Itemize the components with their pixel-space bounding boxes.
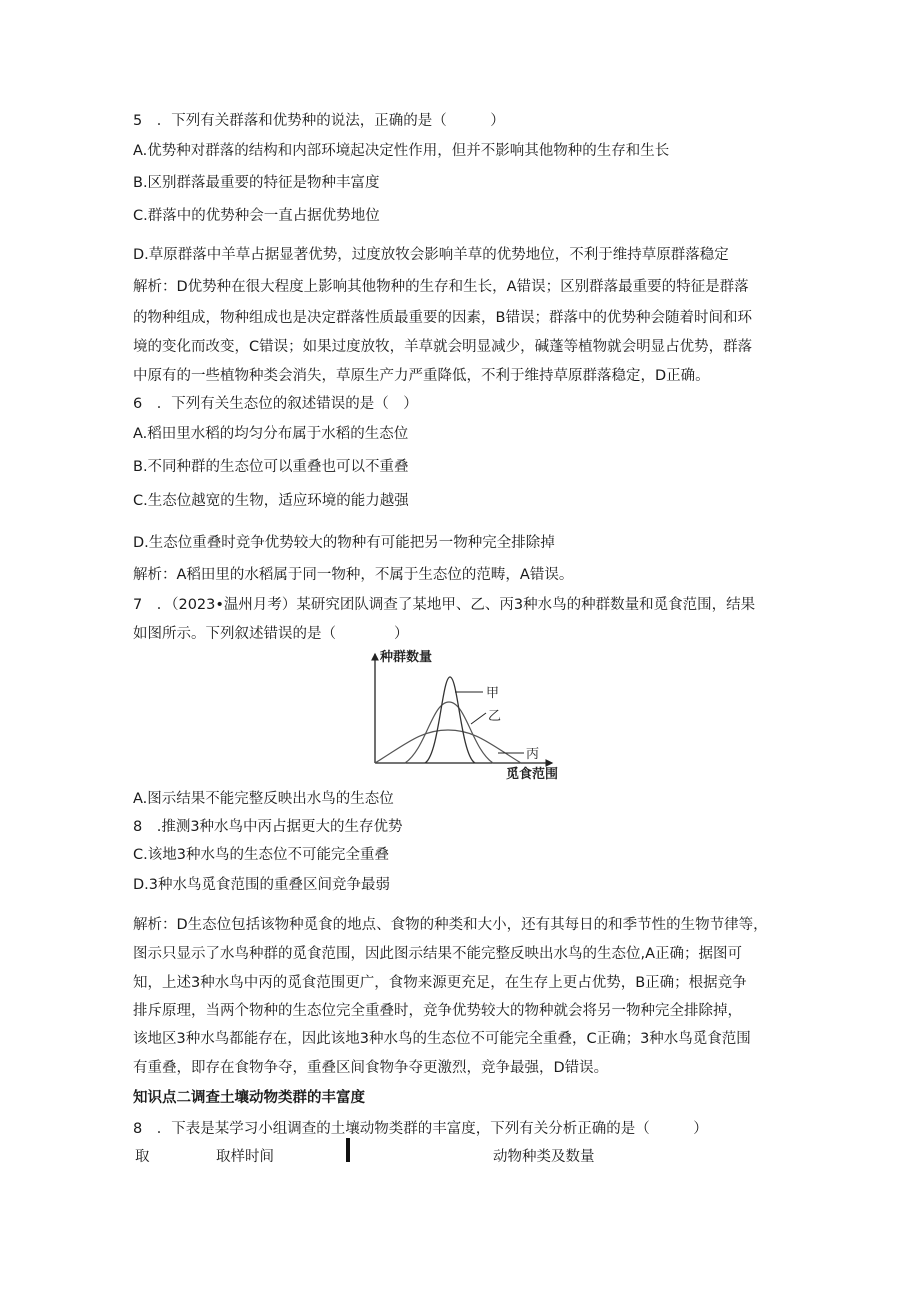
table-column-divider bbox=[346, 1138, 350, 1162]
y-axis-label: 种群数量 bbox=[380, 650, 433, 665]
q7-analysis-line-2: 图示只显示了水鸟种群的觅食范围，因此图示结果不能完整反映出水鸟的生态位,A正确；据图可 bbox=[133, 946, 743, 962]
niche-figure bbox=[366, 646, 562, 782]
q5-stem: 5 ．下列有关群落和优势种的说法，正确的是（ ） bbox=[133, 113, 505, 129]
q8-stem: 8 ．下表是某学习小组调查的土壤动物类群的丰富度，下列有关分析正确的是（ ） bbox=[133, 1121, 708, 1137]
q7-stem-line-2: 如图所示。下列叙述错误的是（ ） bbox=[133, 626, 409, 642]
q5-option-a: A.优势种对群落的结构和内部环境起决定性作用，但并不影响其他物种的生存和生长 bbox=[133, 143, 670, 159]
table-header-cell-1: 取 bbox=[135, 1149, 150, 1165]
q6-option-d: D.生态位重叠时竞争优势较大的物种有可能把另一物种完全排除掉 bbox=[133, 535, 555, 551]
q5-option-d: D.草原群落中羊草占据显著优势，过度放牧会影响羊草的优势地位，不利于维持草原群落稳定 bbox=[133, 247, 729, 263]
q5-option-b: B.区别群落最重要的特征是物种丰富度 bbox=[133, 175, 380, 191]
q7-analysis-line-6: 有重叠，即存在食物争夺，重叠区间食物争夺更激烈，竞争最强，D错误。 bbox=[133, 1060, 609, 1076]
niche-chart bbox=[366, 646, 562, 782]
label-bing: 丙 bbox=[526, 747, 540, 762]
q6-option-c: C.生态位越宽的生物，适应环境的能力越强 bbox=[133, 493, 409, 509]
q7-option-c: C.该地3种水鸟的生态位不可能完全重叠 bbox=[133, 847, 389, 863]
q5-option-c: C.群落中的优势种会一直占据优势地位 bbox=[133, 208, 380, 224]
label-yi: 乙 bbox=[488, 709, 502, 724]
q7-option-d: D.3种水鸟觅食范围的重叠区间竞争最弱 bbox=[133, 877, 390, 893]
q6-stem: 6 ．下列有关生态位的叙述错误的是（ ） bbox=[133, 396, 418, 412]
table-header-cell-2: 取样时间 bbox=[216, 1149, 274, 1165]
curve-bing bbox=[375, 730, 521, 763]
q7-analysis-line-1: 解析：D生态位包括该物种觅食的地点、食物的种类和大小，还有其每日的和季节性的生物节律等， bbox=[133, 917, 768, 933]
section-heading: 知识点二调查土壤动物类群的丰富度 bbox=[133, 1090, 365, 1106]
q7-stem-line-1: 7 ．（2023•温州月考）某研究团队调查了某地甲、乙、丙3种水鸟的种群数量和觅食范围，结果 bbox=[133, 597, 756, 613]
q7-option-a: A.图示结果不能完整反映出水鸟的生态位 bbox=[133, 791, 394, 807]
q7-analysis-line-4: 排斥原理，当两个物种的生态位完全重叠时，竞争优势较大的物种就会将另一物种完全排除掉， bbox=[133, 1003, 742, 1019]
q6-option-b: B.不同种群的生态位可以重叠也可以不重叠 bbox=[133, 459, 409, 475]
q5-analysis-line-3: 境的变化而改变，C错误；如果过度放牧，羊草就会明显减少，碱蓬等植物就会明显占优势，群落 bbox=[133, 339, 753, 355]
table-header-cell-3: 动物种类及数量 bbox=[493, 1149, 595, 1165]
q6-analysis: 解析：A稻田里的水稻属于同一物种，不属于生态位的范畴，A错误。 bbox=[133, 567, 574, 583]
label-jia: 甲 bbox=[486, 686, 500, 701]
q7-option-b: 8 .推测3种水鸟中丙占据更大的生存优势 bbox=[133, 819, 403, 835]
q5-analysis-line-4: 中原有的一些植物种类会消失，草原生产力严重降低，不利于维持草原群落稳定，D正确。 bbox=[133, 368, 710, 384]
q7-analysis-line-3: 知，上述3种水鸟中丙的觅食范围更广，食物来源更充足，在生存上更占优势，B正确；根据竞争 bbox=[133, 975, 747, 991]
leader-yi bbox=[471, 713, 486, 724]
x-axis-label: 觅食范围 bbox=[506, 767, 559, 782]
q7-analysis-line-5: 该地区3种水鸟都能存在，因此该地3种水鸟的生态位不可能完全重叠，C正确；3种水鸟觅食范围 bbox=[133, 1031, 751, 1047]
q5-analysis-line-2: 的物种组成，物种组成也是决定群落性质最重要的因素，B错误；群落中的优势种会随着时间和环 bbox=[133, 310, 752, 326]
q6-option-a: A.稻田里水稻的均匀分布属于水稻的生态位 bbox=[133, 426, 409, 442]
curve-yi bbox=[405, 702, 493, 763]
q5-analysis-line-1: 解析：D优势种在很大程度上影响其他物种的生存和生长，A错误；区别群落最重要的特征是群落 bbox=[133, 279, 749, 295]
